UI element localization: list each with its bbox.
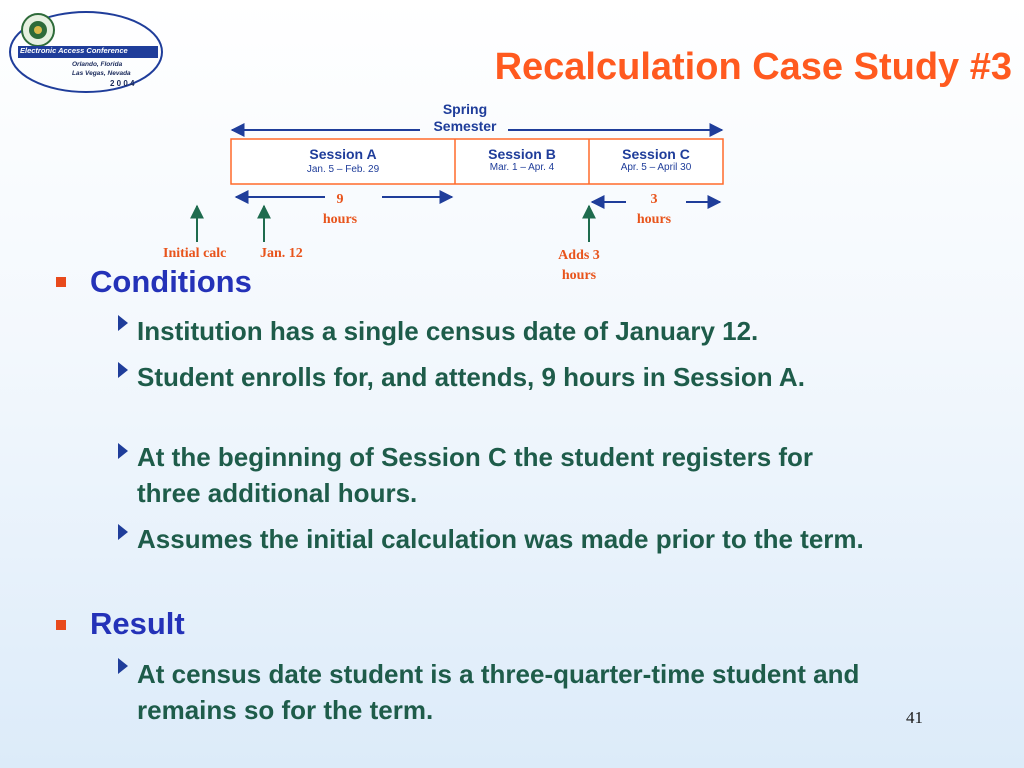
session-b-dates: Mar. 1 – Apr. 4 <box>489 162 555 173</box>
condition-item-3: At the beginning of Session C the student registers for three additional hours. <box>137 442 814 508</box>
condition-item-4: Assumes the initial calculation was made prior to the term. <box>137 524 864 554</box>
hours-c-value: 3 <box>650 192 658 207</box>
hours-c-unit: hours <box>636 212 672 227</box>
logo-city-2: Las Vegas, Nevada <box>72 70 131 77</box>
result-item-1: At census date student is a three-quarter-time student and remains so for the term. <box>137 659 860 725</box>
hours-a-value: 9 <box>336 192 344 207</box>
conditions-heading: Conditions <box>90 264 252 299</box>
triangle-bullet-icon <box>118 315 128 331</box>
adds-hours-label <box>548 246 610 286</box>
result-heading: Result <box>90 606 185 641</box>
census-date-label: Jan. 12 <box>260 246 303 261</box>
session-b-name: Session B <box>488 146 556 162</box>
page-number: 41 <box>906 708 923 727</box>
condition-item-2: Student enrolls for, and attends, 9 hours in Session A. <box>137 362 805 392</box>
initial-calc-label: Initial calc <box>163 246 227 261</box>
logo-city-1: Orlando, Florida <box>72 61 123 68</box>
slide-title: Recalculation Case Study #3 <box>494 46 1012 88</box>
hours-a-label <box>318 190 362 230</box>
semester-label-line2: Semester <box>433 118 497 134</box>
semester-label <box>425 101 505 135</box>
condition-item-1: Institution has a single census date of January 12. <box>137 316 759 346</box>
hours-c-label <box>632 190 676 230</box>
session-c-name: Session C <box>622 146 690 162</box>
hours-a-unit: hours <box>322 212 358 227</box>
result-bullet <box>56 620 66 630</box>
semester-label-line1: Spring <box>442 101 488 117</box>
triangle-bullet-icon <box>118 524 128 540</box>
triangle-bullet-icon <box>118 443 128 459</box>
session-c <box>590 146 722 173</box>
logo-year: 2 0 0 4 <box>110 79 135 88</box>
adds-hours-line2: hours <box>561 268 597 283</box>
logo-title: Electronic Access Conference <box>20 46 128 55</box>
triangle-bullet-icon <box>118 362 128 378</box>
timeline-diagram <box>0 0 1024 300</box>
session-a <box>232 146 454 175</box>
session-b <box>456 146 588 173</box>
session-a-name: Session A <box>309 146 377 162</box>
triangle-bullet-icon <box>118 658 128 674</box>
session-a-dates: Jan. 5 – Feb. 29 <box>306 164 380 175</box>
adds-hours-line1: Adds 3 <box>558 248 600 263</box>
conditions-bullet <box>56 277 66 287</box>
session-c-dates: Apr. 5 – April 30 <box>620 162 692 173</box>
